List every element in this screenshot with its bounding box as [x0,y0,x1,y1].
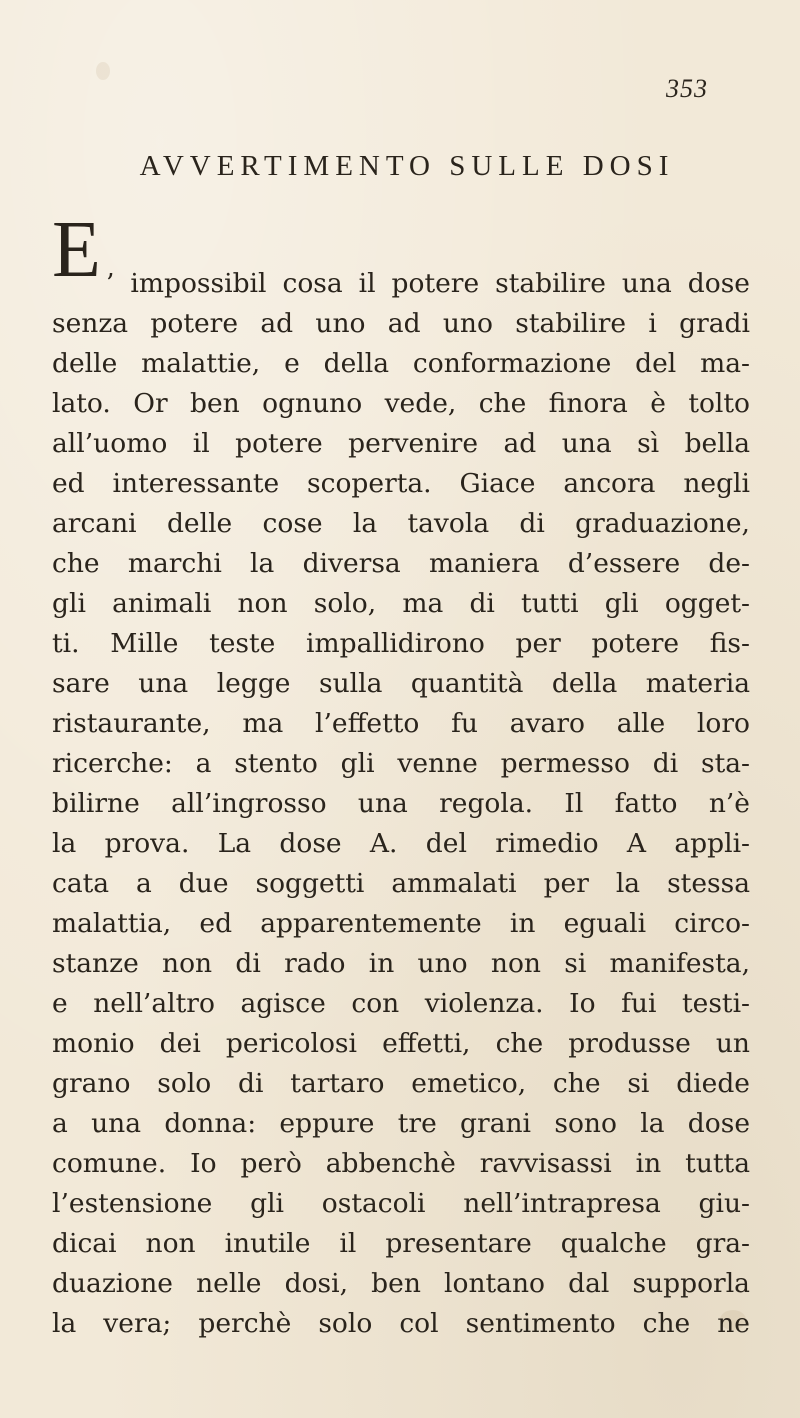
text-line: sare una legge sulla quantità della materia [52,668,750,699]
chapter-title: AVVERTIMENTO SULLE DOSI [139,150,675,182]
text-line: malattia, ed apparentemente in eguali circo- [52,908,750,939]
text-line: monio dei pericolosi effetti, che produsse un [52,1028,750,1059]
text-line: la prova. La dose A. del rimedio A appli- [52,828,750,859]
text-line: grano solo di tartaro emetico, che si diede [52,1068,750,1099]
text-line: lato. Or ben ognuno vede, che finora è tolto [52,388,750,419]
text-line: dicai non inutile il presentare qualche gra- [52,1228,750,1259]
text-line: ti. Mille teste impallidirono per potere fis- [52,628,750,659]
text-line: e nell’altro agisce con violenza. Io fui testi- [52,988,750,1019]
drop-cap: E [52,206,101,294]
text-line: arcani delle cose la tavola di graduazione, [52,508,750,539]
text-line: a una donna: eppure tre grani sono la dose [52,1108,750,1139]
text-line: ’ impossibil cosa il potere stabilire una dose [106,268,750,299]
body-text [52,264,750,1344]
paper-stain [96,62,110,80]
text-line: che marchi la diversa maniera d’essere de- [52,548,750,579]
text-line: senza potere ad uno ad uno stabilire i gradi [52,308,750,339]
page-number: 353 [666,74,708,103]
text-line: l’estensione gli ostacoli nell’intrapresa giu- [52,1188,750,1219]
text-line: stanze non di rado in uno non si manifesta, [52,948,750,979]
text-line: ristaurante, ma l’effetto fu avaro alle loro [52,708,750,739]
text-line: duazione nelle dosi, ben lontano dal supporla [52,1268,750,1299]
text-line: delle malattie, e della conformazione del ma- [52,348,750,379]
text-line: all’uomo il potere pervenire ad una sì bella [52,428,750,459]
text-line: cata a due soggetti ammalati per la stessa [52,868,750,899]
text-line: la vera; perchè solo col sentimento che ne [52,1308,750,1339]
text-line: gli animali non solo, ma di tutti gli ogget- [52,588,750,619]
text-line: bilirne all’ingrosso una regola. Il fatto n’è [52,788,750,819]
text-line: ed interessante scoperta. Giace ancora negli [52,468,750,499]
text-line: ricerche: a stento gli venne permesso di sta- [52,748,750,779]
text-line: comune. Io però abbenchè ravvisassi in tutta [52,1148,750,1179]
